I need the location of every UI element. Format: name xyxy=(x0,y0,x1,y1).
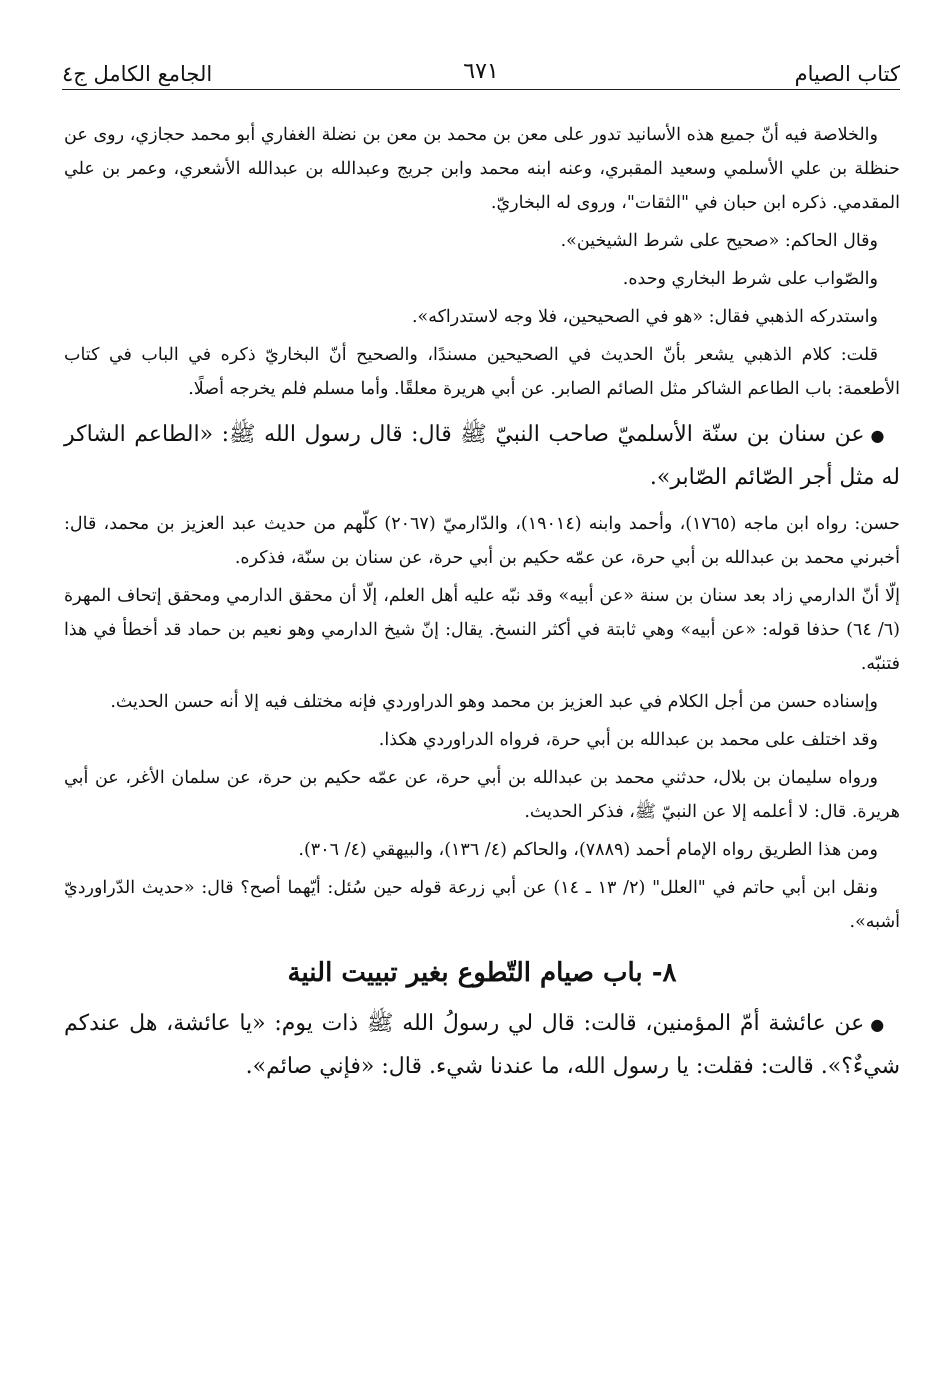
page-body xyxy=(64,118,900,1088)
paragraph-dhahabi: واستدركه الذهبي فقال: «هو في الصحيحين، فلا وجه لاستدراكه». xyxy=(411,307,878,327)
paragraph-isnad: وإسناده حسن من أجل الكلام في عبد العزيز بن محمد وهو الدراوردي فإنه مختلف فيه إلا أنه حسن الحديث. xyxy=(110,692,878,712)
paragraph-ikhtilaf: وقد اختلف على محمد بن عبدالله بن أبي حرة، فرواه الدراوردي هكذا. xyxy=(378,730,878,750)
bullet-icon: ● xyxy=(870,426,886,445)
bullet-icon: ● xyxy=(870,1015,886,1034)
hadith-sinan-text: عن سنان بن سنّة الأسلميّ صاحب النبيّ ﷺ قال: قال رسول الله ﷺ: «الطاعم الشاكر له مثل أجر الصّائم الصّابر». xyxy=(64,422,900,490)
hadith-sinan xyxy=(64,414,900,499)
paragraph-ahmad: ومن هذا الطريق رواه الإمام أحمد (٧٨٨٩)، والحاكم (٤/ ١٣٦)، والبيهقي (٤/ ٣٠٦). xyxy=(298,840,878,860)
page-header xyxy=(62,52,900,86)
paragraph-darimi: إلّا أنّ الدارمي زاد بعد سنان بن سنة «عن أبيه» وقد نبّه عليه أهل العلم، إلّا أن محقق الدارمي ومحقق إتحاف المهرة (٦/ ٦٤) حذفا قوله: «عن أبيه» وهي ثابتة في أكثر النسخ. يقال: إنّ شيخ الدارمي وهو نعيم بن حماد قد أخطأ في هذا فتنبّه. xyxy=(64,586,900,674)
paragraph-hakim: وقال الحاكم: «صحيح على شرط الشيخين». xyxy=(560,231,878,251)
hadith-aisha-text: عن عائشة أمّ المؤمنين، قالت: قال لي رسولُ الله ﷺ ذات يوم: «يا عائشة، هل عندكم شيءٌ؟». قالت: فقلت: يا رسول الله، ما عندنا شيء. قال: «فإني صائم». xyxy=(64,1011,900,1079)
paragraph-takhrij: حسن: رواه ابن ماجه (١٧٦٥)، وأحمد وابنه (١٩٠١٤)، والدّارميّ (٢٠٦٧) كلّهم من حديث عبد العزيز بن محمد، قال: أخبرني محمد بن عبدالله بن أبي حرة، عن عمّه حكيم بن أبي حرة، عن سنان بن سنّة، فذكره. xyxy=(64,514,900,568)
running-title-left: الجامع الكامل ج٤ xyxy=(62,62,213,86)
paragraph-sulayman: ورواه سليمان بن بلال، حدثني محمد بن عبدالله بن أبي حرة، عن عمّه حكيم بن حرة، عن سلمان الأغر، عن أبي هريرة. قال: لا أعلمه إلا عن النبيّ ﷺ، فذكر الحديث. xyxy=(64,768,900,822)
hadith-aisha xyxy=(64,1003,900,1088)
paragraph-correct: والصّواب على شرط البخاري وحده. xyxy=(622,269,878,289)
paragraph-summary: والخلاصة فيه أنّ جميع هذه الأسانيد تدور على معن بن محمد بن معن بن نضلة الغفاري أبو محمد حجازي، روى عن حنظلة بن علي الأسلمي وسعيد المقبري، وعنه ابنه محمد وابن جريج وعبدالله بن عبدالله الأشعري، وعمر بن علي المقدمي. ذكره ابن حبان في "الثقات"، وروى له البخاريّ. xyxy=(64,125,900,213)
paragraph-note: قلت: كلام الذهبي يشعر بأنّ الحديث في الصحيحين مسندًا، والصحيح أنّ البخاريّ ذكره في الباب في كتاب الأطعمة: باب الطاعم الشاكر مثل الصائم الصابر. عن أبي هريرة معلقًا. وأما مسلم فلم يخرجه أصلًا. xyxy=(64,345,900,399)
header-rule xyxy=(62,89,900,90)
running-title-right: كتاب الصيام xyxy=(794,62,900,86)
page-number: ٦٧١ xyxy=(463,59,499,84)
chapter-heading: ٨- باب صيام التّطوع بغير تبييت النية xyxy=(287,958,677,988)
paragraph-ilal: ونقل ابن أبي حاتم في "العلل" (٢/ ١٣ ـ ١٤) عن أبي زرعة قوله حين سُئل: أيّهما أصح؟ قال: «حديث الدّراورديّ أشبه». xyxy=(64,878,900,932)
